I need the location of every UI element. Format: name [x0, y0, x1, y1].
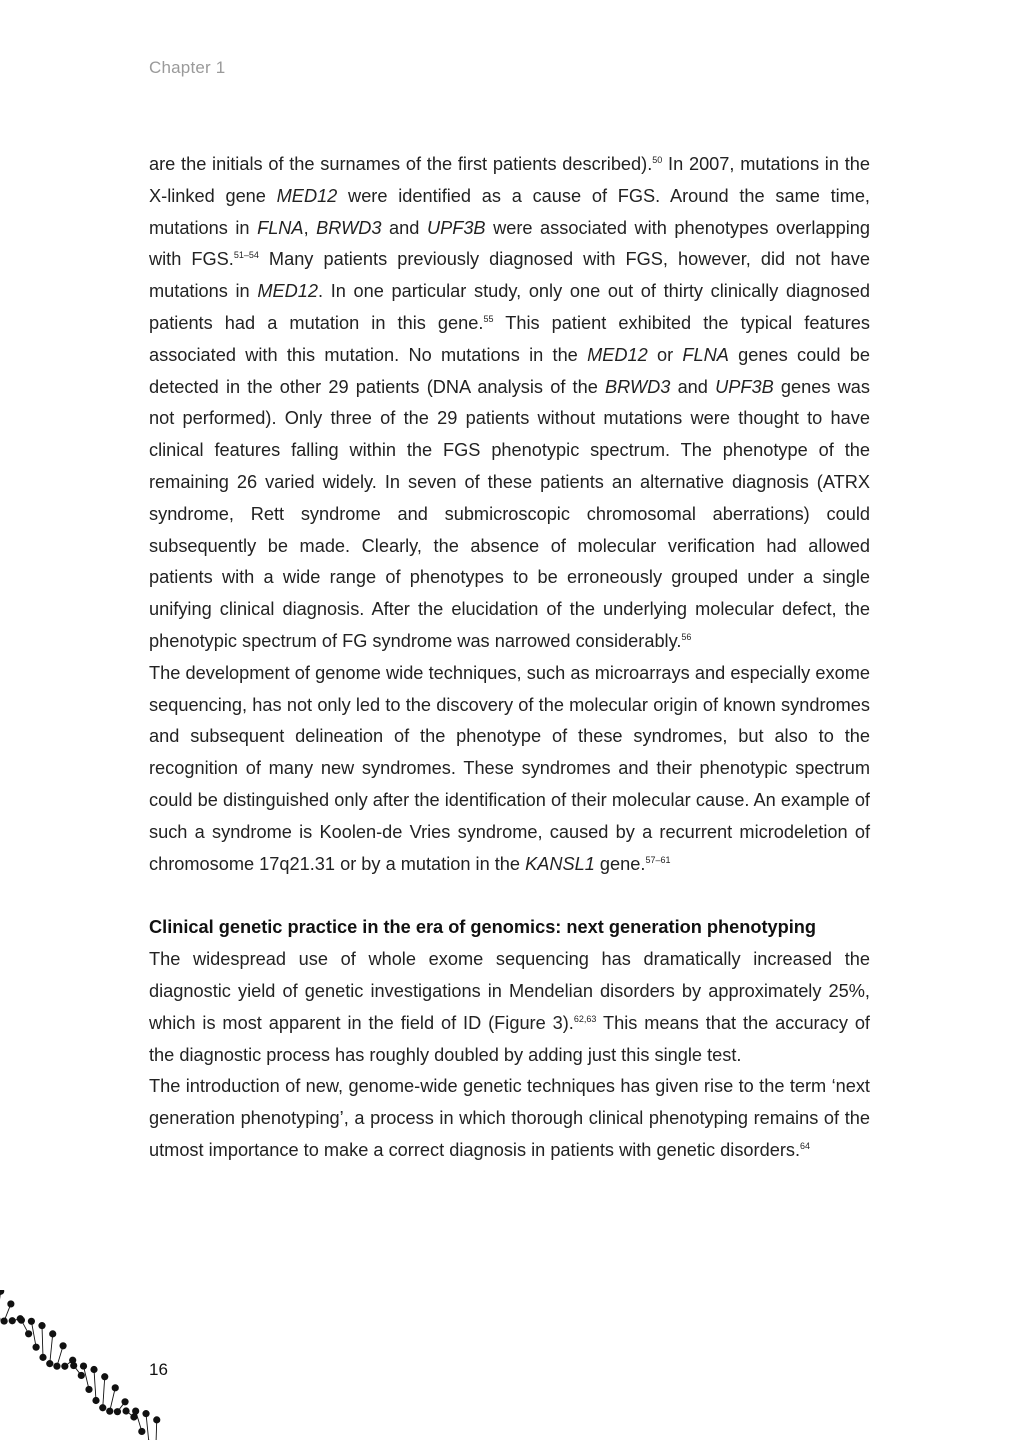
text-run: In 2007, mutations in the X-linked gene	[149, 154, 870, 206]
citation-superscript: 64	[800, 1140, 811, 1151]
paragraph	[149, 1071, 870, 1166]
gene-name: UPF3B	[426, 217, 486, 238]
gene-name: MED12	[276, 185, 338, 206]
gene-name: FLNA	[682, 344, 729, 365]
text-run: The introduction of new, genome-wide genetic techniques has given rise to the term ‘next generation phenotyping’, a process in which thorough clinical phenotyping remains of the utmost importance to make a correct diagnosis in patients with genetic disorders.	[149, 1076, 870, 1160]
text-run: are the initials of the surnames of the first patients described).	[149, 154, 653, 174]
gene-name: MED12	[257, 281, 318, 302]
text-run: were associated with phenotypes overlapping with FGS.	[149, 217, 871, 270]
section-heading: Clinical genetic practice in the era of genomics: next generation phenotyping	[149, 917, 816, 938]
gene-name: MED12	[587, 344, 648, 365]
text-run: gene.	[594, 853, 646, 874]
dna-helix-icon	[0, 1290, 170, 1440]
text-run: genes was not performed). Only three of the 29 patients without mutations were thought to have clinical features falling within the FGS phenotypic spectrum. The phenotype of the remaining 26 varied widely. In seven of these patients an alternative diagnosis (ATRX syndrome, Rett syndrome and submicroscopic chromosomal aberrations) could subsequently be made. Clearly, the absence of molecular verification had allowed patients with a wide range of phenotypes to be erroneously grouped under a single unifying clinical diagnosis. After the elucidation of the underlying molecular defect, the phenotypic spectrum of FG syndrome was narrowed considerably.	[149, 376, 870, 651]
text-run: and	[670, 376, 716, 397]
citation-superscript: 55	[483, 313, 494, 324]
paragraph	[149, 149, 870, 658]
citation-superscript: 56	[681, 631, 692, 642]
gene-name: KANSL1	[525, 853, 595, 874]
paragraph	[149, 944, 870, 1071]
body-text	[149, 149, 870, 1167]
text-run: ,	[303, 217, 317, 238]
gene-name: BRWD3	[605, 376, 671, 397]
gene-name: BRWD3	[316, 217, 382, 238]
citation-superscript: 57–61	[645, 854, 671, 865]
text-run: genes could be detected in the other 29 patients (DNA analysis of the	[149, 344, 870, 397]
citation-superscript: 50	[652, 155, 663, 165]
page-number: 16	[149, 1360, 168, 1379]
gene-name: UPF3B	[715, 376, 774, 397]
text-run: The development of genome wide techniques, such as microarrays and especially exome sequencing, has not only led to the discovery of the molecular origin of known syndromes and subsequent delineation of the phenotype of these syndromes, but also to the recognition of many new syndromes. These syndromes and their phenotypic spectrum could be distinguished only after the identification of their molecular cause. An example of such a syndrome is Koolen-de Vries syndrome, caused by a recurrent microdeletion of chromosome 17q21.31 or by a mutation in the	[149, 662, 870, 874]
text-run: . In one particular study, only one out of thirty clinically diagnosed patients had a mutation in this gene.	[149, 281, 870, 333]
paragraph	[149, 658, 870, 881]
text-run: This means that the accuracy of the diagnostic process has roughly doubled by adding just this single test.	[149, 1012, 870, 1065]
running-head: Chapter 1	[149, 58, 226, 77]
text-run: The widespread use of whole exome sequencing has dramatically increased the diagnostic yield of genetic investigations in Mendelian disorders by approximately 25%, which is most apparent in the field of ID (Figure 3).	[149, 949, 870, 1033]
citation-superscript: 51–54	[233, 250, 259, 261]
text-run: Many patients previously diagnosed with FGS, however, did not have mutations in	[149, 249, 870, 302]
text-run: and	[381, 217, 427, 238]
citation-superscript: 62,63	[573, 1013, 597, 1024]
text-run: or	[647, 344, 683, 365]
text-run: This patient exhibited the typical features associated with this mutation. No mutations in the	[149, 312, 870, 365]
text-run: were identified as a cause of FGS. Around the same time, mutations in	[149, 185, 870, 238]
gene-name: FLNA	[257, 217, 304, 238]
